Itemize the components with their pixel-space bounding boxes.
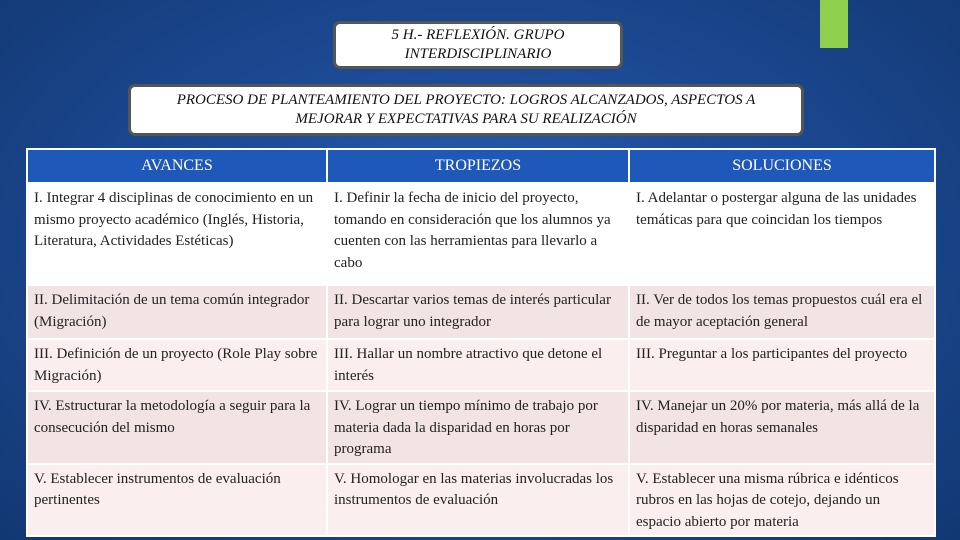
cell-tropiezo-4: IV. Lograr un tiempo mínimo de trabajo por materia dada la disparidad en horas por programa: [327, 391, 629, 464]
page-title: 5 H.- REFLEXIÓN. GRUPO INTERDISCIPLINARIO: [391, 27, 565, 62]
subtitle-box: [128, 84, 804, 136]
header-tropiezos: TROPIEZOS: [327, 149, 629, 183]
table-row: [27, 391, 935, 464]
cell-tropiezo-2: II. Descartar varios temas de interés particular para lograr uno integrador: [327, 285, 629, 339]
header-soluciones: SOLUCIONES: [629, 149, 935, 183]
title-box: [333, 21, 623, 69]
cell-avance-2: II. Delimitación de un tema común integrador (Migración): [27, 285, 327, 339]
reflection-table-wrap: [26, 148, 934, 530]
cell-solucion-5: V. Establecer una misma rúbrica e idénticos rubros en las hojas de cotejo, dejando un espacio abierto por materia: [629, 464, 935, 537]
cell-solucion-1: I. Adelantar o postergar alguna de las unidades temáticas para que coincidan los tiempos: [629, 183, 935, 285]
table-row: [27, 339, 935, 391]
table-row: [27, 464, 935, 537]
reflection-table: [26, 148, 936, 537]
header-avances: AVANCES: [27, 149, 327, 183]
table-row: [27, 183, 935, 285]
cell-avance-4: IV. Estructurar la metodología a seguir para la consecución del mismo: [27, 391, 327, 464]
cell-solucion-3: III. Preguntar a los participantes del proyecto: [629, 339, 935, 391]
accent-bar: [820, 0, 848, 48]
page-subtitle: PROCESO DE PLANTEAMIENTO DEL PROYECTO: LOGROS ALCANZADOS, ASPECTOS A MEJORAR Y EXPECTATIVAS PARA SU REALIZACIÓN: [176, 92, 756, 127]
cell-avance-5: V. Establecer instrumentos de evaluación pertinentes: [27, 464, 327, 537]
cell-tropiezo-1: I. Definir la fecha de inicio del proyecto, tomando en consideración que los alumnos ya cuenten con las herramientas para llevarlo a cabo: [327, 183, 629, 285]
cell-avance-3: III. Definición de un proyecto (Role Play sobre Migración): [27, 339, 327, 391]
cell-solucion-4: IV. Manejar un 20% por materia, más allá de la disparidad en horas semanales: [629, 391, 935, 464]
table-row: [27, 285, 935, 339]
cell-tropiezo-3: III. Hallar un nombre atractivo que detone el interés: [327, 339, 629, 391]
table-header-row: [27, 149, 935, 183]
cell-avance-1: I. Integrar 4 disciplinas de conocimiento en un mismo proyecto académico (Inglés, Historia, Literatura, Actividades Estéticas): [27, 183, 327, 285]
cell-solucion-2: II. Ver de todos los temas propuestos cuál era el de mayor aceptación general: [629, 285, 935, 339]
cell-tropiezo-5: V. Homologar en las materias involucradas los instrumentos de evaluación: [327, 464, 629, 537]
